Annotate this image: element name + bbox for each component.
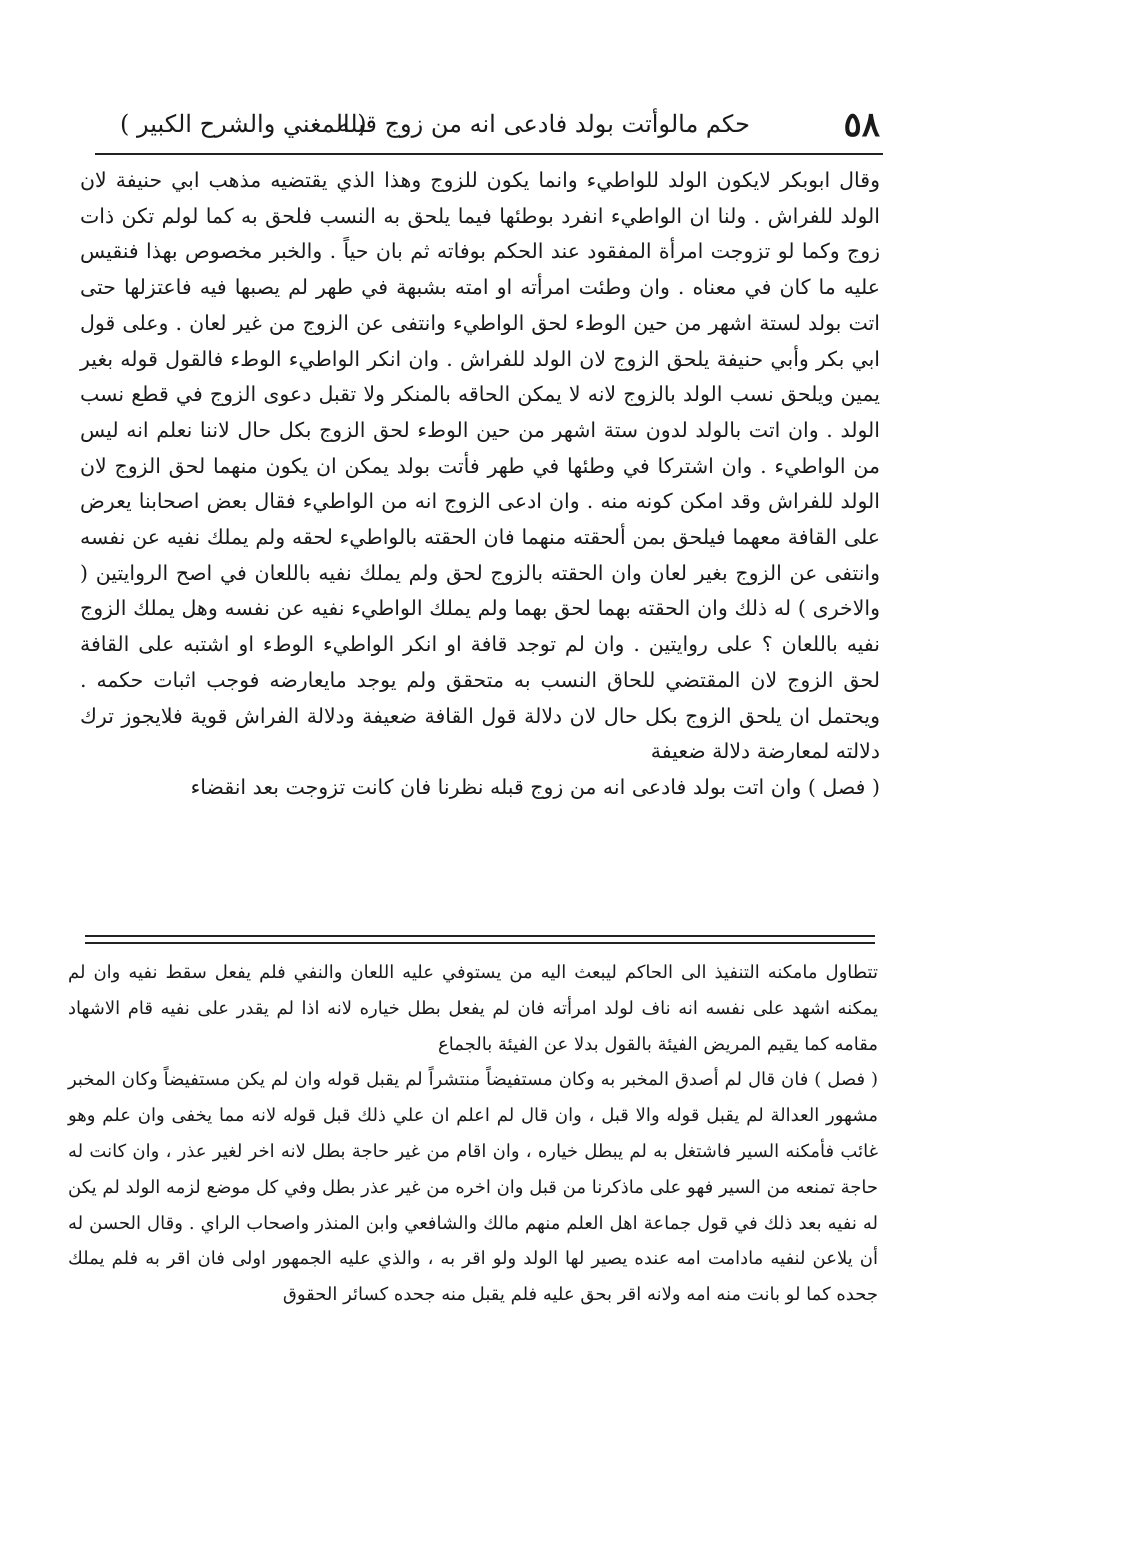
running-title: حكم مالوأتت بولد فادعى انه من زوج قبله <box>337 110 750 138</box>
footnote-paragraph: ( فصل ) فان قال لم أصدق المخبر به وكان مستفيضاً منتشراً لم يقبل قوله وان لم يكن مستفيضاً وكان المخبر مشهور العدالة لم يقبل قوله والا قبل ، وان قال لم اعلم ان علي ذلك قبل قوله لانه مما يخفى وان علم وهو غائب فأمكنه السير فاشتغل به لم يبطل خياره ، وان اقام من غير حاجة بطل لانه اخر لغير عذر ، وان كانت له حاجة تمنعه من السير فهو على ماذكرنا من قبل وان اخره من غير عذر بطل وفي كل موضع لزمه الولد لم يكن له نفيه بعد ذلك في قول جماعة اهل العلم منهم مالك والشافعي وابن المنذر واصحاب الراي . وقال الحسن له أن يلاعن لنفيه مادامت امه عنده يصير لها الولد ولو اقر به ، والذي عليه الجمهور اولى فان اقر به فلم يملك جحده كما لو بانت منه امه ولانه اقر بحق عليه فلم يقبل منه جحده كسائر الحقوق <box>68 1069 878 1306</box>
main-paragraph: وقال ابوبكر لايكون الولد للواطيء وانما يكون للزوج وهذا الذي يقتضيه مذهب ابي حنيفة لان الولد للفراش . ولنا ان الواطيء انفرد بوطئها فيما يلحق به النسب فلحق به كما لولم تكن ذات زوج وكما لو تزوجت امرأة المفقود عند الحكم بوفاته ثم بان حياً . والخبر مخصوص بهذا فنقيس عليه ما كان في معناه . وان وطئت امرأته او امته بشبهة في طهر لم يصبها فيه فاعتزلها حتى اتت بولد لستة اشهر من حين الوطء لحق الواطيء وانتفى عن الزوج من غير لعان . وعلى قول ابي بكر وأبي حنيفة يلحق الزوج لان الولد للفراش . وان انكر الواطيء الوطء فالقول قوله بغير يمين ويلحق نسب الولد بالزوج لانه لا يمكن الحاقه بالمنكر ولا تقبل دعوى الزوج في قطع نسب الولد . وان اتت بالولد لدون ستة اشهر من حين الوطء لحق الزوج بكل حال لاننا نعلم انه ليس من الواطيء . وان اشتركا في وطئها في طهر فأتت بولد يمكن ان يكون منهما لحق الزوج لان الولد للفراش وقد امكن كونه منه . وان ادعى الزوج انه من الواطيء فقال بعض اصحابنا يعرض على القافة معهما فيلحق بمن ألحقته منهما فان الحقته بالواطيء لحقه ولم يملك نفيه عن نفسه وانتفى عن الزوج بغير لعان وان الحقته بالزوج لحق ولم يملك نفيه باللعان في اصح الروايتين ( والاخرى ) له ذلك وان الحقته بهما لحق بهما ولم يملك الواطيء نفيه عن نفسه وهل يملك الزوج نفيه باللعان ؟ على روايتين . وان لم توجد قافة او انكر الواطيء الوطء او اشتبه على القافة لحق الزوج لان المقتضي للحاق النسب به متحقق ولم يوجد مايعارضه فوجب اثبات حكمه . ويحتمل ان يلحق الزوج بكل حال لان دلالة قول القافة ضعيفة ودلالة الفراش قوية فلايجوز ترك دلالته لمعارضة دلالة ضعيفة <box>80 168 880 764</box>
page-header <box>100 100 880 150</box>
footnote-text <box>68 955 878 1313</box>
section-heading-paragraph: ( فصل ) وان اتت بولد فادعى انه من زوج قبله نظرنا فان كانت تزوجت بعد انقضاء <box>190 774 880 799</box>
footnote-paragraph: تتطاول مامكنه التنفيذ الى الحاكم ليبعث اليه من يستوفي عليه اللعان والنفي فلم يفعل سقط نفيه وان لم يمكنه اشهد على نفسه انه ناف لولد امرأته فان لم يفعل بطل خياره لانه اذا لم يقدر على نفيه قام الاشهاد مقامه كما يقيم المريض الفيئة بالقول بدلا عن الفيئة بالجماع <box>68 962 878 1055</box>
footnote-divider <box>85 935 875 944</box>
book-title: ( المغني والشرح الكبير ) <box>120 110 367 138</box>
page-number: ٥٨ <box>843 105 880 145</box>
main-text <box>80 163 880 806</box>
header-rule <box>95 153 883 155</box>
